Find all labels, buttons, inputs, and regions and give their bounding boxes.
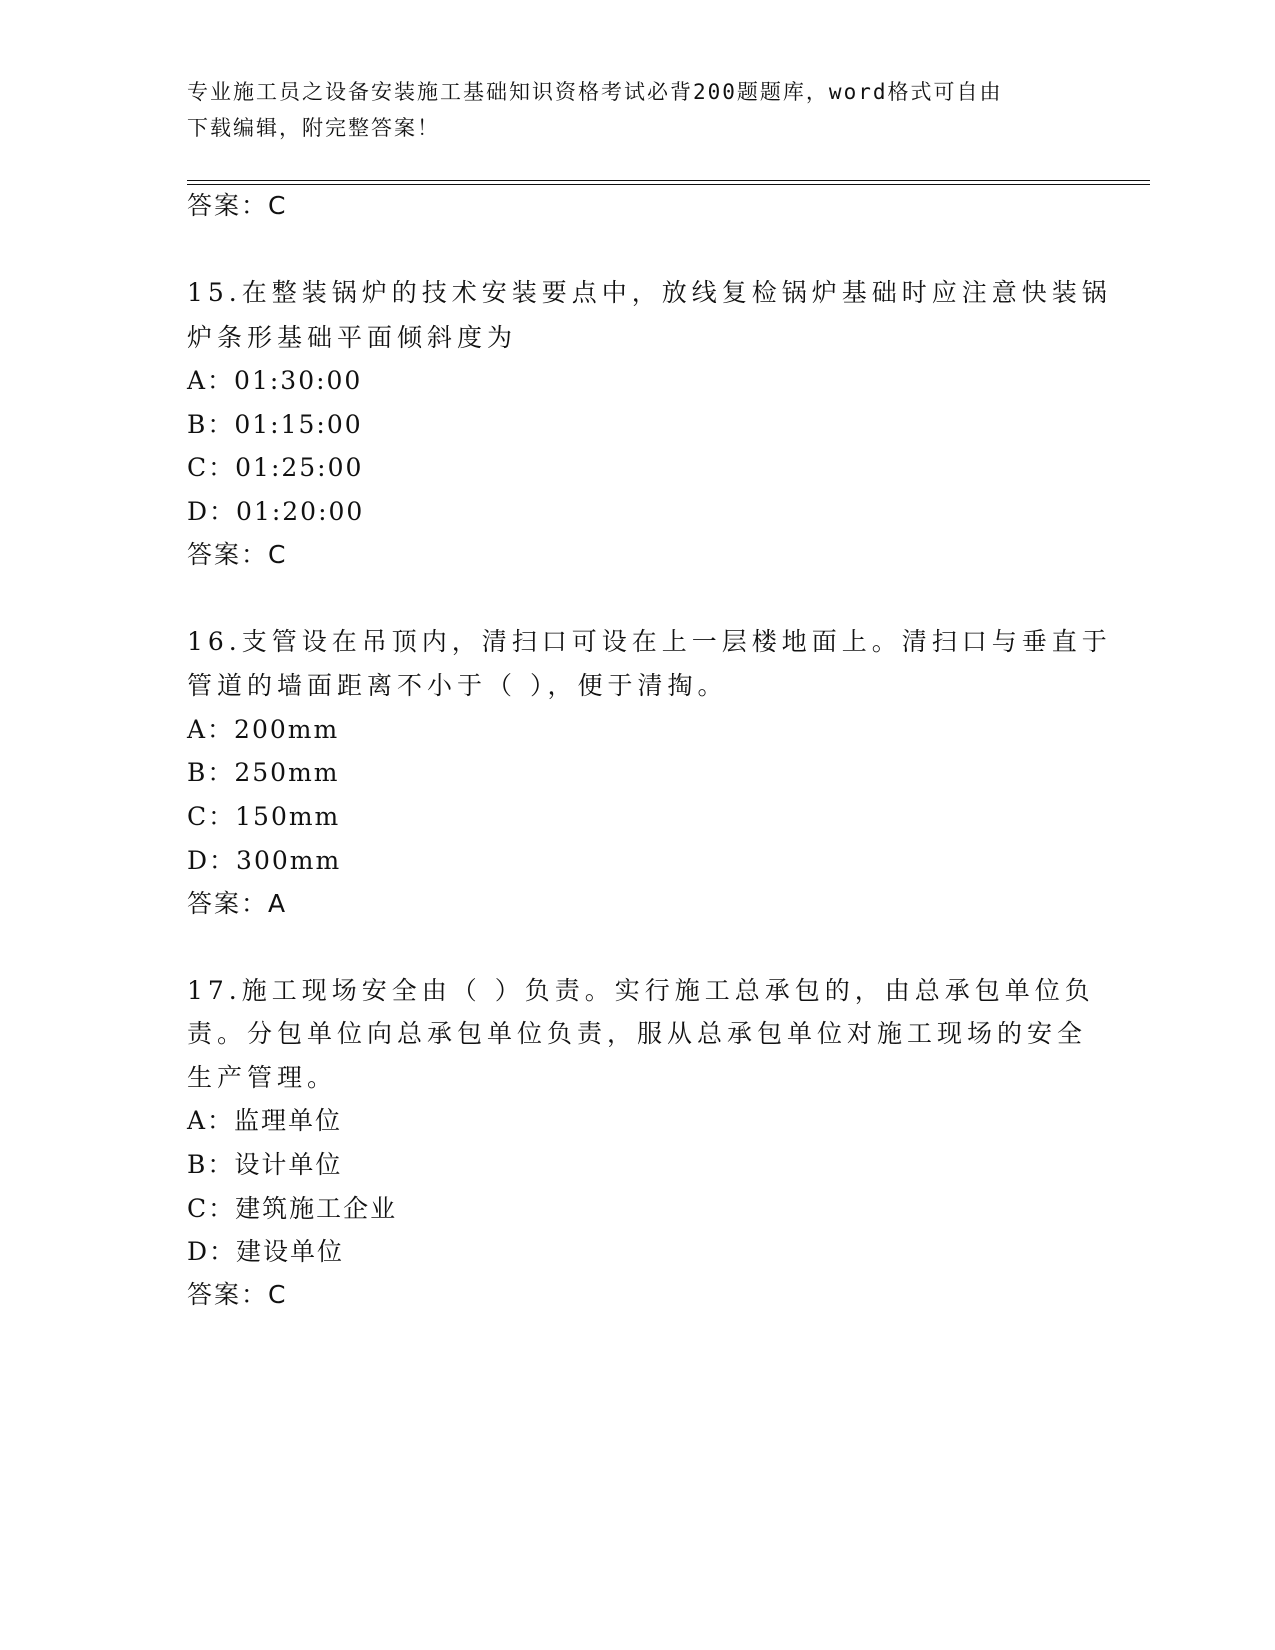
question-text-line: 17.施工现场安全由（ ）负责。实行施工总承包的，由总承包单位负 xyxy=(187,976,1095,1005)
answer: 答案：C xyxy=(187,540,288,569)
previous-answer: 答案：C xyxy=(187,191,288,220)
page-header xyxy=(187,74,1087,146)
option-c: C：150mm xyxy=(187,802,341,831)
question-text-line: 炉条形基础平面倾斜度为 xyxy=(187,323,518,352)
option-d: D：建设单位 xyxy=(187,1237,345,1266)
question-text-line: 16.支管设在吊顶内，清扫口可设在上一层楼地面上。清扫口与垂直于 xyxy=(187,627,1112,656)
option-a: A：01:30:00 xyxy=(187,366,363,395)
question-text-line: 15.在整装锅炉的技术安装要点中，放线复检锅炉基础时应注意快装锅 xyxy=(187,278,1112,307)
option-b: B：250mm xyxy=(187,758,340,787)
option-b: B：设计单位 xyxy=(187,1150,343,1179)
option-d: D：300mm xyxy=(187,846,342,875)
answer: 答案：C xyxy=(187,1280,288,1309)
option-c: C：01:25:00 xyxy=(187,453,364,482)
question-text-line: 管道的墙面距离不小于（ ），便于清掏。 xyxy=(187,671,728,700)
header-line-2: 下载编辑，附完整答案！ xyxy=(187,116,440,140)
option-c: C：建筑施工企业 xyxy=(187,1194,398,1223)
option-d: D：01:20:00 xyxy=(187,497,365,526)
option-a: A：200mm xyxy=(187,715,340,744)
question-text-line: 责。分包单位向总承包单位负责，服从总承包单位对施工现场的安全 xyxy=(187,1019,1088,1048)
option-a: A：监理单位 xyxy=(187,1106,343,1135)
header-rule-top xyxy=(187,180,1150,181)
answer: 答案：A xyxy=(187,889,288,918)
question-text-line: 生产管理。 xyxy=(187,1063,338,1092)
option-b: B：01:15:00 xyxy=(187,410,363,439)
header-rule-bottom xyxy=(187,184,1150,185)
header-line-1: 专业施工员之设备安装施工基础知识资格考试必背200题题库，word格式可自由 xyxy=(187,80,1003,104)
